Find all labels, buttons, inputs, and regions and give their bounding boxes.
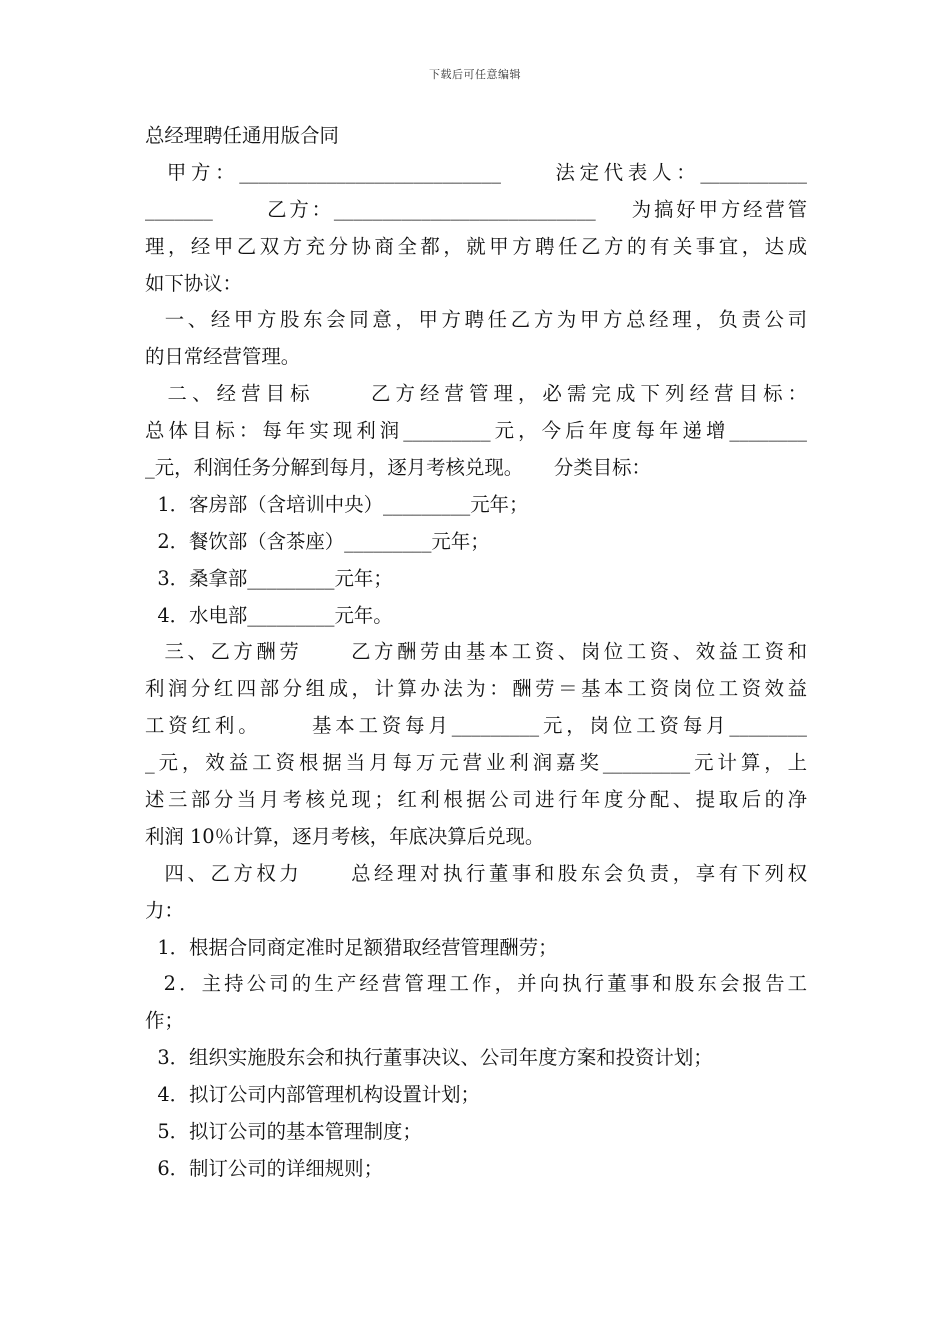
- contract-line: _元，利润任务分解到每月，逐月考核兑现。 分类目标：: [145, 456, 651, 480]
- contract-line: 述三部分当月考核兑现；红利根据公司进行年度分配、提取后的净: [145, 788, 807, 812]
- contract-body: [145, 118, 807, 1188]
- contract-line: 如下协议：: [145, 271, 242, 295]
- contract-line: 1．客房部（含培训中央）_________元年；: [145, 492, 529, 516]
- contract-line: 的日常经营管理。: [145, 345, 301, 369]
- contract-line: 1．根据合同商定准时足额猎取经营管理酬劳；: [145, 935, 558, 959]
- contract-line: 工资红利。 基本工资每月_________元，岗位工资每月________: [145, 714, 807, 738]
- contract-line: 3．桑拿部_________元年；: [145, 566, 393, 590]
- contract-line: _元，效益工资根据当月每万元营业利润嘉奖_________元计算，上: [145, 751, 807, 775]
- page-header: 下载后可任意编辑: [429, 68, 521, 81]
- contract-line: _______ 乙方：___________________________ 为搞好甲方经营管: [145, 197, 807, 221]
- contract-line: 甲方：___________________________ 法定代表人：___________: [145, 160, 807, 184]
- contract-line: 力：: [145, 898, 184, 922]
- document-title: 总经理聘任通用版合同: [145, 124, 339, 147]
- contract-line: 2．餐饮部（含茶座）_________元年；: [145, 529, 490, 553]
- contract-line: 利润 10％计算，逐月考核，年底决算后兑现。: [145, 824, 545, 848]
- contract-line: 2．主持公司的生产经营管理工作，并向执行董事和股东会报告工: [145, 972, 807, 996]
- contract-line: 6．制订公司的详细规则；: [145, 1156, 383, 1180]
- contract-line: 四、乙方权力 总经理对执行董事和股东会负责，享有下列权: [145, 861, 807, 885]
- contract-line: 4．水电部_________元年。: [145, 603, 393, 627]
- contract-line: 三、乙方酬劳 乙方酬劳由基本工资、岗位工资、效益工资和: [145, 640, 807, 664]
- contract-line: 理，经甲乙双方充分协商全都，就甲方聘任乙方的有关事宜，达成: [145, 234, 807, 258]
- contract-line: 作；: [145, 1009, 184, 1033]
- contract-lines: [145, 155, 807, 1188]
- contract-line: 一、经甲方股东会同意，甲方聘任乙方为甲方总经理，负责公司: [145, 308, 807, 332]
- contract-line: 3．组织实施股东会和执行董事决议、公司年度方案和投资计划；: [145, 1046, 713, 1070]
- contract-line: 二、经营目标 乙方经营管理，必需完成下列经营目标：: [145, 382, 807, 406]
- contract-line: 总体目标：每年实现利润_________元，今后年度每年递增________: [145, 419, 807, 443]
- contract-line: 4．拟订公司内部管理机构设置计划；: [145, 1083, 480, 1107]
- contract-line: 5．拟订公司的基本管理制度；: [145, 1120, 422, 1144]
- contract-line: 利润分红四部分组成，计算办法为：酬劳＝基本工资岗位工资效益: [145, 677, 807, 701]
